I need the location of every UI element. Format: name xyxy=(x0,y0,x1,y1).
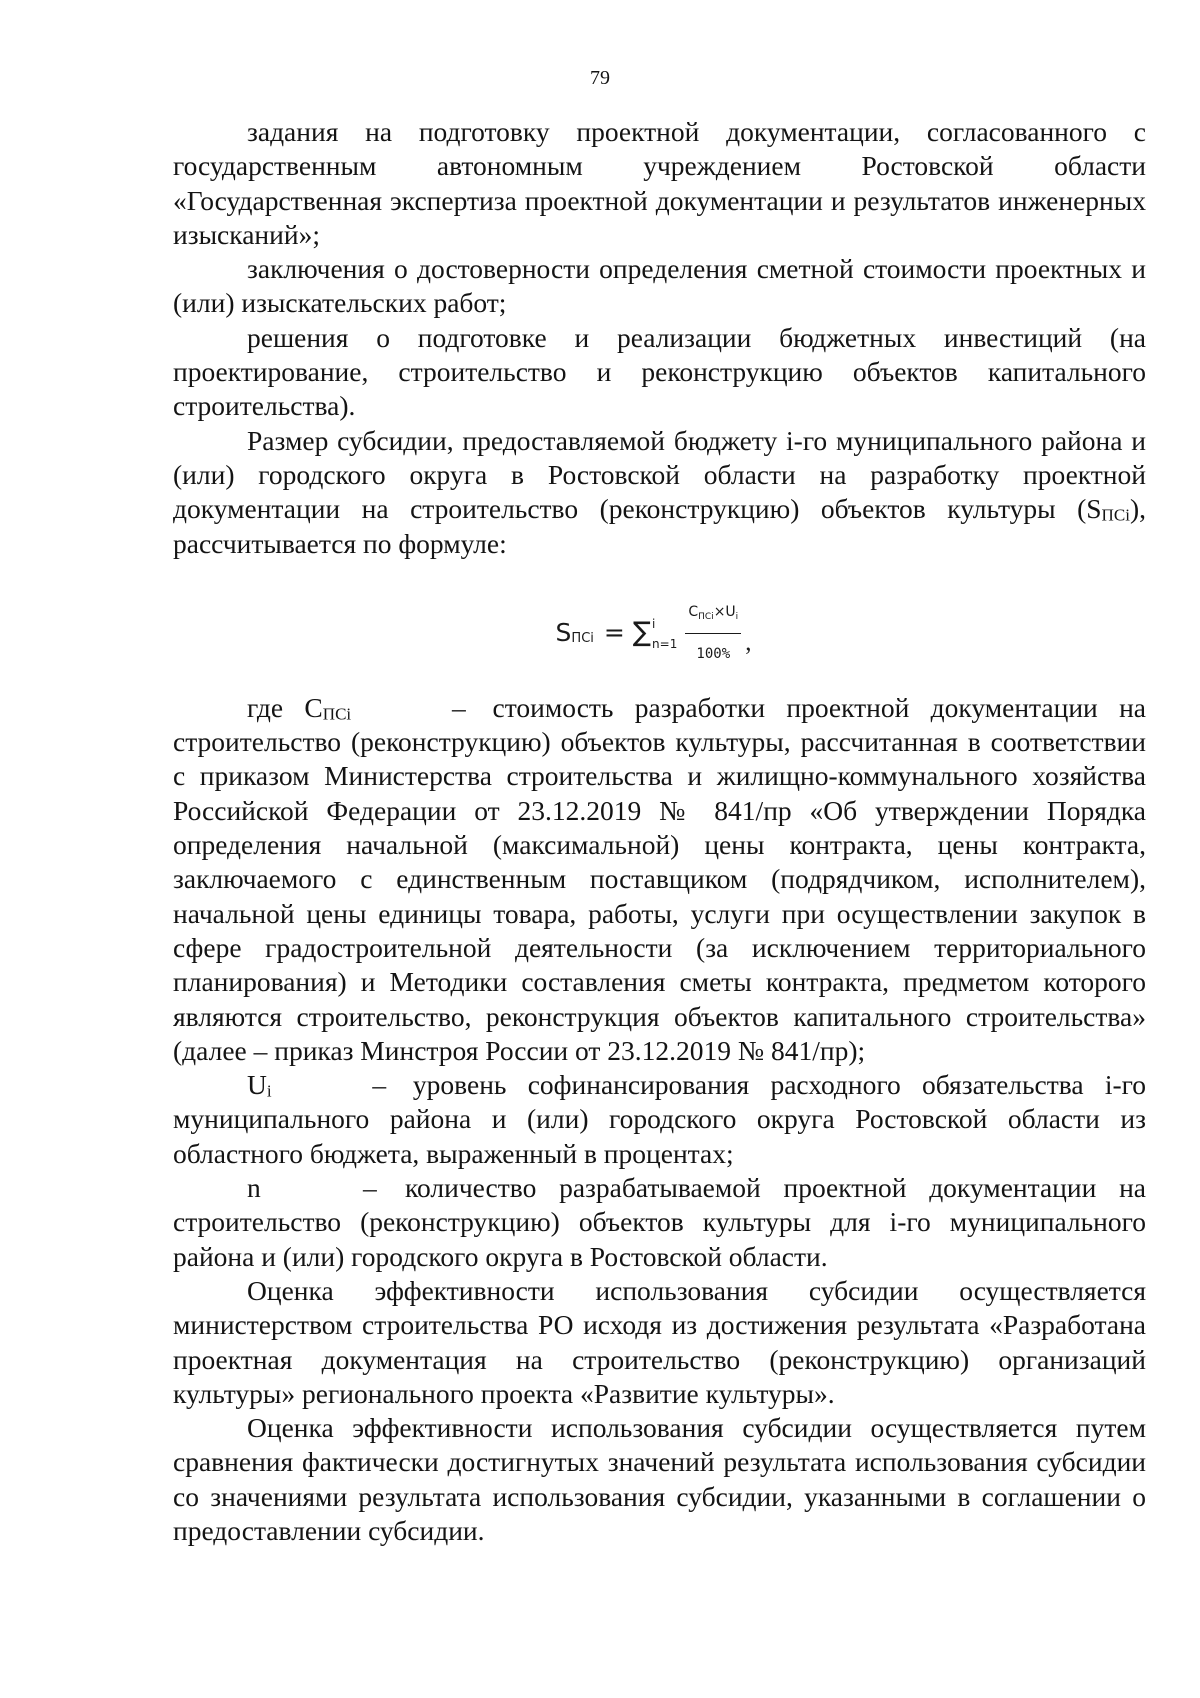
page-number: 79 xyxy=(590,67,610,89)
paragraph-conclusion: заключения о достоверности определения сметной стоимости проектных и (или) изыскательских работ; xyxy=(173,253,1146,319)
paragraph-efficiency-comparison: Оценка эффективности использования субсидии осуществляется путем сравнения фактически достигнутых значений результата использования субсидии со значениями результата использования субсидии, указанными в соглашении о предоставлении субсидии. xyxy=(173,1412,1146,1546)
definition-cofinancing xyxy=(173,1068,1146,1171)
definition-cofinancing-symbol: U xyxy=(247,1069,267,1101)
formula-fraction xyxy=(685,595,741,672)
paragraph-assignment: задания на подготовку проектной документации, согласованного с государственным автономным учреждением Ростовской области «Государственная экспертиза проектной документации и результатов инженерных изысканий»; xyxy=(173,116,1146,250)
formula-denominator: 100% xyxy=(696,646,731,663)
formula-sum-upper: i xyxy=(652,617,656,632)
formula-lhs: S xyxy=(555,618,572,648)
formula-num-u: U xyxy=(725,604,736,621)
formula-sum-limits xyxy=(652,617,678,652)
definition-count-symbol: n xyxy=(247,1172,261,1204)
formula-num-c: C xyxy=(688,604,699,621)
formula-trailing-comma: , xyxy=(745,629,752,657)
formula-num-times: × xyxy=(713,604,726,621)
definition-cost-text: стоимость разработки проектной документации на строительство (реконструкцию) объектов культуры, рассчитанная в соответствии с приказом Министерства строительства и жилищно-коммунального хозяйства Российской Федерации от 23.12.2019 № 841/пр «Об утверждении Порядка определения начальной (максимальной) цены контракта, цены контракта, заключаемого с единственным поставщиком (подрядчиком, исполнителем), начальной цены единицы товара, работы, услуги при осуществлении закупок в сфере градостроительной деятельности (за исключением территориального планирования) и Методики составления сметы контракта, предметом которого являются строительство, реконструкция объектов капитального строительства» (далее – приказ Минстроя России от 23.12.2019 № 841/пр); xyxy=(173,691,1146,1066)
subsidy-size-text: Размер субсидии, предоставляемой бюджету i-го муниципального района и (или) городского округа в Ростовской области на разработку проектной документации на строительство (реконструкцию) объектов культуры (S xyxy=(173,424,1146,525)
formula-sum-lower: n=1 xyxy=(652,637,678,652)
definition-cofinancing-subscript: i xyxy=(266,1081,272,1101)
definition-cofinancing-dash: – xyxy=(372,1069,387,1101)
subsidy-formula xyxy=(173,584,1146,683)
subsidy-symbol-subscript: ПСi xyxy=(1101,505,1130,525)
formula-num-c-subscript: ПСi xyxy=(698,612,714,623)
formula-equals: = xyxy=(603,618,625,648)
formula-lhs-subscript: ПСi xyxy=(571,631,594,647)
formula-numerator xyxy=(685,595,741,634)
formula-sum-sign: ∑ xyxy=(632,617,652,649)
definition-cost-subscript: ПСi xyxy=(322,704,352,724)
definition-count-dash: – xyxy=(363,1172,377,1204)
definition-cofinancing-text: уровень софинансирования расходного обязательства i-го муниципального района и (или) городского округа Ростовской области из областного бюджета, выраженный в процентах; xyxy=(173,1069,1147,1169)
definition-cost-dash: – xyxy=(451,691,466,723)
definition-count-text: количество разрабатываемой проектной документации на строительство (реконструкцию) объектов культуры для i-го муниципального района и (или) городского округа в Ростовской области. xyxy=(173,1172,1147,1272)
definition-cost-symbol: где C xyxy=(247,691,323,723)
subsidy-size-tail: ), рассчитывается по формуле: xyxy=(173,493,1146,559)
paragraph-subsidy-size xyxy=(173,424,1146,561)
paragraph-decision: решения о подготовке и реализации бюджетных инвестиций (на проектирование, строительство и реконструкцию объектов капитального строительства). xyxy=(173,321,1146,422)
document-body xyxy=(173,115,1146,1548)
definition-cost xyxy=(173,691,1146,1068)
definition-count xyxy=(173,1171,1146,1274)
formula-num-u-subscript: i xyxy=(735,612,739,623)
paragraph-efficiency-assessment: Оценка эффективности использования субсидии осуществляется министерством строительства РО исходя из достижения результата «Разработана проектная документация на строительство (реконструкцию) организаций культуры» регионального проекта «Развитие культуры». xyxy=(173,1274,1146,1409)
